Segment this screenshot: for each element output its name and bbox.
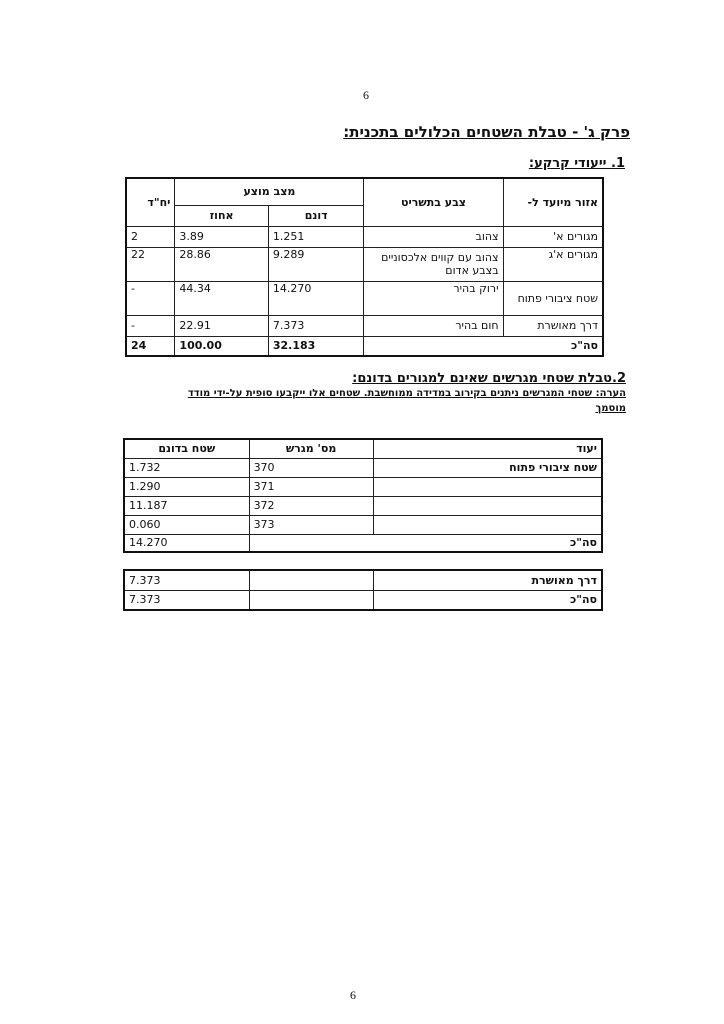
plot-cell: 370	[249, 458, 373, 477]
total-percent: 100.00	[175, 336, 268, 356]
table-row	[126, 281, 603, 315]
zone-cell: שטח ציבורי פתוח	[503, 281, 603, 315]
total-row	[124, 590, 602, 610]
total-area: 14.270	[124, 534, 249, 552]
zone-cell: מגורים א'ג	[503, 247, 603, 281]
plot-cell: 372	[249, 496, 373, 515]
header-plot-number: מס' מגרש	[249, 439, 373, 458]
road-table	[123, 569, 603, 611]
dunam-cell: 9.289	[268, 247, 364, 281]
section2-note-line1: הערה: שטחי המגרשים ניתנים בקירוב במדידה ממוחשבת. שטחים אלו ייקבעו סופית על-ידי מודד	[187, 388, 626, 399]
page-number-top: 6	[363, 88, 369, 102]
header-proposed-state: מצב מוצע	[175, 178, 364, 205]
table-row	[124, 570, 602, 590]
area-cell: 1.732	[124, 458, 249, 477]
zone-cell: דרך מאושרת	[503, 315, 603, 336]
header-area: שטח בדונם	[124, 439, 249, 458]
table-row	[126, 247, 603, 281]
land-use-table	[125, 177, 604, 357]
table-row	[124, 496, 602, 515]
total-area: 7.373	[124, 590, 249, 610]
percent-cell: 22.91	[175, 315, 268, 336]
section1-title: 1. ייעודי קרקע:	[528, 156, 625, 171]
purpose-cell	[373, 515, 602, 534]
dunam-cell: 7.373	[268, 315, 364, 336]
plots-table	[123, 438, 603, 553]
table-row	[126, 226, 603, 247]
purpose-cell: דרך מאושרת	[373, 570, 602, 590]
zone-cell: מגורים א'	[503, 226, 603, 247]
area-cell: 7.373	[124, 570, 249, 590]
purpose-cell	[373, 496, 602, 515]
units-cell: -	[126, 281, 175, 315]
percent-cell: 28.86	[175, 247, 268, 281]
total-row	[124, 534, 602, 552]
header-percent: אחוז	[175, 205, 268, 226]
color-cell: ירוק בהיר	[364, 281, 503, 315]
header-color: צבע בתשריט	[364, 178, 503, 226]
area-cell: 11.187	[124, 496, 249, 515]
color-cell: צהוב עם קווים אלכסוניים בצבע אדום	[364, 247, 503, 281]
percent-cell: 44.34	[175, 281, 268, 315]
units-cell: 2	[126, 226, 175, 247]
header-zone: אזור מיועד ל-	[503, 178, 603, 226]
chapter-title: פרק ג' - טבלת השטחים הכלולים בתכנית:	[343, 123, 630, 141]
percent-cell: 3.89	[175, 226, 268, 247]
header-dunam: דונם	[268, 205, 364, 226]
area-cell: 1.290	[124, 477, 249, 496]
dunam-cell: 1.251	[268, 226, 364, 247]
purpose-cell: שטח ציבורי פתוח	[373, 458, 602, 477]
color-cell: צהוב	[364, 226, 503, 247]
empty-cell	[249, 590, 373, 610]
dunam-cell: 14.270	[268, 281, 364, 315]
total-dunam: 32.183	[268, 336, 364, 356]
plot-cell: 373	[249, 515, 373, 534]
table-row	[124, 458, 602, 477]
total-label: סה"כ	[364, 336, 603, 356]
color-cell: חום בהיר	[364, 315, 503, 336]
total-label: סה"כ	[249, 534, 602, 552]
units-cell: -	[126, 315, 175, 336]
total-units: 24	[126, 336, 175, 356]
section2-title: 2.טבלת שטחי מגרשים שאינם למגורים בדונם:	[352, 371, 626, 386]
header-purpose: יעוד	[373, 439, 602, 458]
plot-cell: 371	[249, 477, 373, 496]
empty-cell	[249, 570, 373, 590]
total-row	[126, 336, 603, 356]
section2-note-line2: מוסמך	[595, 403, 626, 414]
page-number-bottom: 6	[350, 988, 356, 1002]
area-cell: 0.060	[124, 515, 249, 534]
total-label: סה"כ	[373, 590, 602, 610]
table-row	[126, 315, 603, 336]
header-units: יח"ד	[126, 178, 175, 226]
purpose-cell	[373, 477, 602, 496]
table-row	[124, 515, 602, 534]
table-row	[124, 477, 602, 496]
units-cell: 22	[126, 247, 175, 281]
